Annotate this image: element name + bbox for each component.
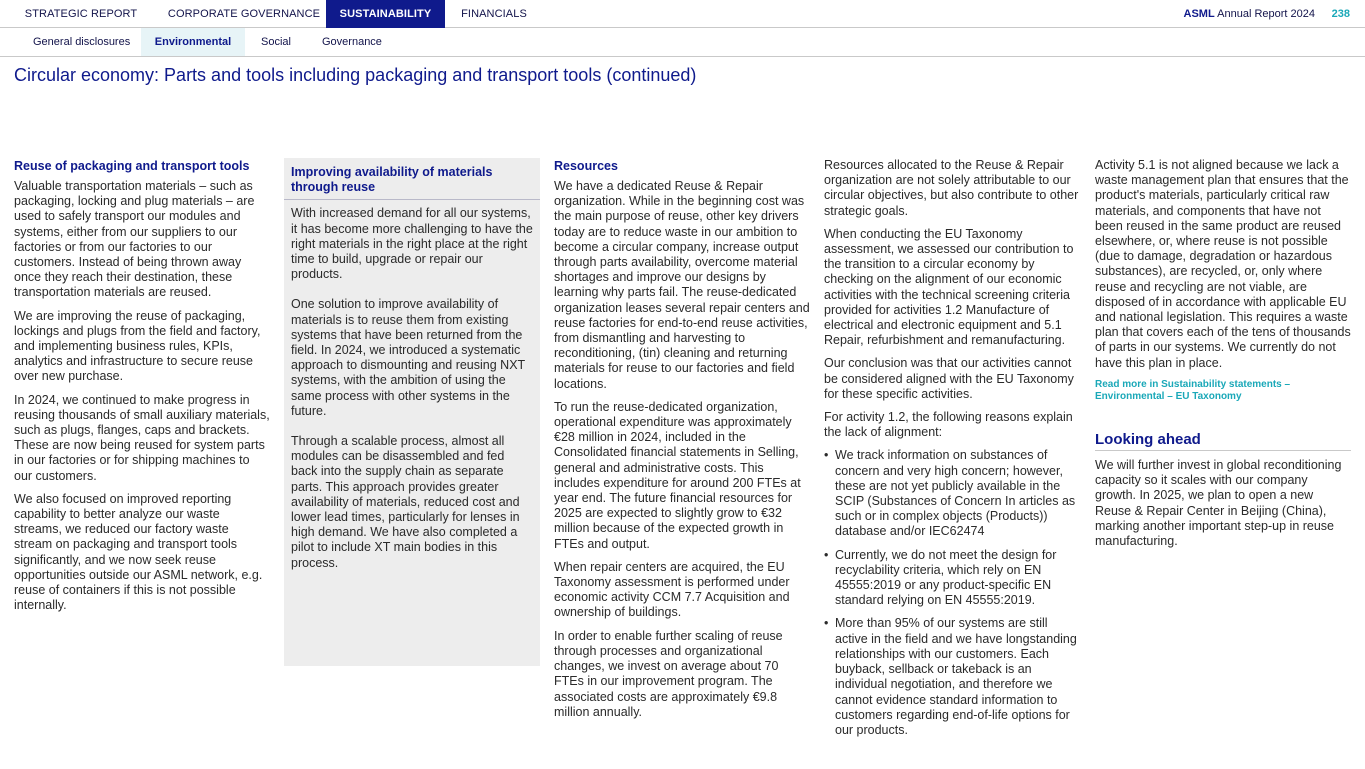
column-eu-taxonomy	[824, 158, 1082, 746]
column-resources	[554, 158, 810, 728]
paragraph: In order to enable further scaling of reuse through processes and organizational changes, we invest on average about 70 FTEs in our improvement program. The associated costs are approximately €9.8 million annually.	[554, 628, 783, 719]
subtab-general-disclosures[interactable]: General disclosures	[33, 36, 131, 48]
highlight-box	[284, 158, 540, 666]
tab-corporate-governance[interactable]: CORPORATE GOVERNANCE	[167, 8, 321, 20]
report-label	[1184, 0, 1315, 29]
box-heading: Improving availability of materials through reuse	[284, 158, 540, 200]
paragraph: We will further invest in global reconditioning capacity so it scales with our company growth. In 2025, we plan to open a new Reuse & Repair Center in Beijing (China), marking another important step-up in reuse manufacturing.	[1095, 458, 1342, 549]
paragraph: To run the reuse-dedicated organization, operational expenditure was approximately €28 million in 2024, included in the Consolidated financial statements in Selling, general and administrative costs. This includes expenditure for around 200 FTEs at year end. The future financial resources for 2025 are expected to slightly grow to €32 million because of the expected growth in FTEs and output.	[554, 399, 801, 551]
section-heading-looking-ahead: Looking ahead	[1095, 432, 1351, 451]
paragraph: Resources allocated to the Reuse & Repair organization are not solely attributable to our circular objectives, but also contribute to other strategic goals.	[824, 158, 1079, 218]
paragraph: Through a scalable process, almost all modules can be disassembled and fed back into the supply chain as separate parts. This approach provides greater availability of materials, reduced cost and lower lead times, particularly for lenses in high demand. We have also completed a pilot to include XT main bodies in this process.	[291, 434, 520, 570]
column-reuse-packaging	[14, 158, 270, 621]
tab-sustainability[interactable]: SUSTAINABILITY	[326, 0, 445, 28]
top-navigation	[0, 0, 1365, 28]
paragraph: With increased demand for all our systems, it has become more challenging to have the right materials in the right place at the right time to build, upgrade or repair our products.	[291, 206, 533, 282]
list-item: • More than 95% of our systems are still active in the field and we have longstanding relationships with our customers. Each buyback, sellback or takeback is an individual negotiation, and therefore we cannot evidence standard information to customers regarding end-of-life options for our products.	[824, 616, 1082, 738]
section-heading-resources: Resources	[554, 159, 618, 173]
paragraph: We also focused on improved reporting capability to better analyze our waste streams, we reduced our factory waste stream on packaging and transport tools significantly, and we now seek reuse opportunities outside our ASML network, e.g. reuse of containers if this is not possible internally.	[14, 491, 263, 613]
brand-name: ASML	[1183, 8, 1215, 20]
paragraph: When repair centers are acquired, the EU Taxonomy assessment is performed under economic activity CCM 7.7 Acquisition and ownership of buildings.	[554, 559, 790, 620]
page-title: Circular economy: Parts and tools including packaging and transport tools (continued)	[14, 65, 697, 85]
paragraph: For activity 1.2, the following reasons explain the lack of alignment:	[824, 410, 1073, 440]
paragraph: One solution to improve availability of materials is to reuse them from existing systems that have been returned from the field. In 2024, we introduced a systematic approach to dismounting and reusing NXT systems, with the ambition of using the same process with other systems in the future.	[291, 297, 525, 418]
sub-navigation	[0, 28, 1365, 57]
column-activity-and-outlook	[1095, 158, 1351, 557]
report-title: Annual Report 2024	[1217, 8, 1315, 20]
paragraph: Valuable transportation materials – such as packaging, locking and plug materials – are used to safely transport our modules and systems, either from our suppliers to our factories or from our factories to our customers. Instead of being thrown away once they reach their destination, these transportation materials are reused.	[14, 179, 255, 300]
page-number: 238	[1331, 8, 1350, 20]
tab-strategic-report[interactable]: STRATEGIC REPORT	[24, 8, 138, 20]
subtab-environmental[interactable]: Environmental	[141, 28, 245, 56]
subtab-social[interactable]: Social	[261, 36, 291, 48]
list-item: • We track information on substances of concern and very high concern; however, these are not yet publicly available in the SCIP (Substances of Concern In articles as such or in complex objects (Products)) database and/or IEC62474	[824, 448, 1082, 539]
bullet-list	[824, 448, 1082, 738]
tab-financials[interactable]: FINANCIALS	[461, 8, 527, 20]
paragraph: In 2024, we continued to make progress in reusing thousands of small auxiliary materials, such as plugs, flanges, caps and brackets. These are now being reused for system parts in our factories or for shipping machines to our customers.	[14, 392, 270, 483]
paragraph: Our conclusion was that our activities cannot be considered aligned with the EU Taxonomy for these specific activities.	[824, 356, 1074, 401]
paragraph: Activity 5.1 is not aligned because we lack a waste management plan that ensures that the product's materials, particularly critical raw materials, and components that have not been reused in the same product are reused elsewhere, or, where reuse is not possible (due to damage, degradation or hazardous substances), are recycled, or, only where reuse and recycling are not viable, are disposed of in accordance with applicable EU and national legislation. This requires a waste plan that covers each of the tens of thousands of parts in our systems. We currently do not have this plan in place.	[1095, 158, 1351, 370]
box-body	[284, 200, 540, 591]
paragraph: We are improving the reuse of packaging, lockings and plugs from the field and factory, and implementing business rules, KPIs, analytics and infrastructure to secure reuse over new purchase.	[14, 308, 261, 384]
list-item: • Currently, we do not meet the design for recyclability criteria, which rely on EN 45555:2019 or any product-specific EN standard relying on EN 45555:2019.	[824, 548, 1082, 609]
subtab-governance[interactable]: Governance	[322, 36, 382, 48]
read-more-link[interactable]: Read more in Sustainability statements – Environmental – EU Taxonomy	[1095, 378, 1291, 403]
section-heading-reuse-packaging: Reuse of packaging and transport tools	[14, 159, 250, 173]
paragraph: We have a dedicated Reuse & Repair organization. While in the beginning cost was the main purpose of reuse, other key drivers today are to reduce waste in our ambition to become a circular company, increase output through parts availability, overcome material shortages and improve our designs by learning why parts fail. The reuse-dedicated organization leases several repair centers and reuse factories for end-to-end reuse activities, from dismantling and harvesting to reconditioning, (tin) cleaning and returning materials for reuse to our factories and field locations.	[554, 179, 810, 391]
paragraph: When conducting the EU Taxonomy assessment, we assessed our contribution to the transition to a circular economy by checking on the alignment of our economic activities with the technical screening criteria provided for activities 1.2 Manufacture of electrical and electronic equipment and 5.1 Repair, refurbishment and remanufacturing.	[824, 226, 1074, 348]
